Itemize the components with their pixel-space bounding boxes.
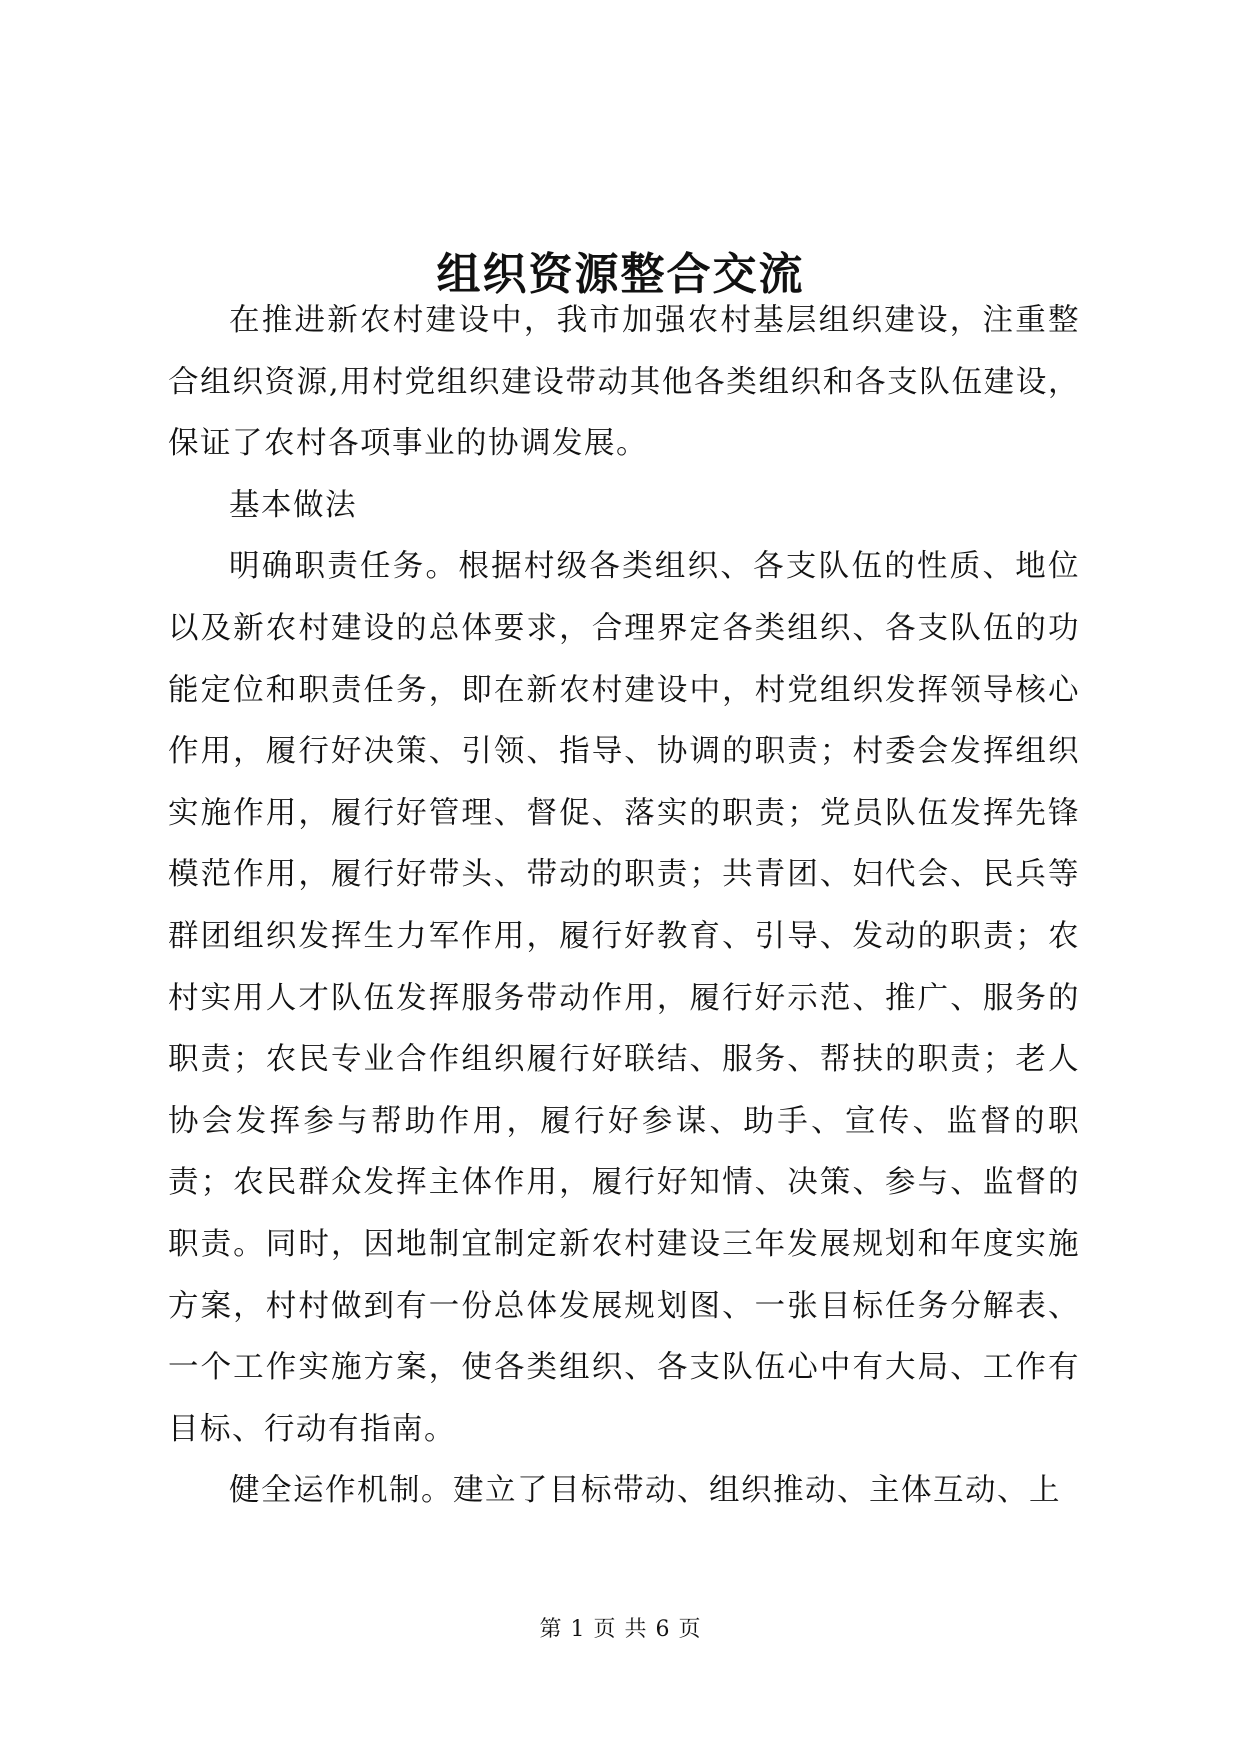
paragraph-intro: 在推进新农村建设中，我市加强农村基层组织建设，注重整合组织资源,用村党组织建设带动其他各类组织和各支队伍建设，保证了农村各项事业的协调发展。 [168, 303, 1080, 462]
page-footer: 第 1 页 共 6 页 [539, 1617, 702, 1642]
section-heading: 基本做法 [229, 487, 357, 523]
document-body [168, 290, 1080, 1522]
document-title: 组织资源整合交流 [436, 249, 805, 301]
paragraph-mechanism: 健全运作机制。建立了目标带动、组织推动、主体互动、上 [229, 1473, 1061, 1509]
paragraph-responsibilities: 明确职责任务。根据村级各类组织、各支队伍的性质、地位以及新农村建设的总体要求，合理界定各类组织、各支队伍的功能定位和职责任务，即在新农村建设中，村党组织发挥领导核心作用，履行好决策、引领、指导、协调的职责；村委会发挥组织实施作用，履行好管理、督促、落实的职责；党员队伍发挥先锋模范作用，履行好带头、带动的职责；共青团、妇代会、民兵等群团组织发挥生力军作用，履行好教育、引导、发动的职责；农村实用人才队伍发挥服务带动作用，履行好示范、推广、服务的职责；农民专业合作组织履行好联结、服务、帮扶的职责；老人协会发挥参与帮助作用，履行好参谋、助手、宣传、监督的职责；农民群众发挥主体作用，履行好知情、决策、参与、监督的职责。同时，因地制宜制定新农村建设三年发展规划和年度实施方案，村村做到有一份总体发展规划图、一张目标任务分解表、一个工作实施方案，使各类组织、各支队伍心中有大局、工作有目标、行动有指南。 [168, 549, 1080, 1447]
